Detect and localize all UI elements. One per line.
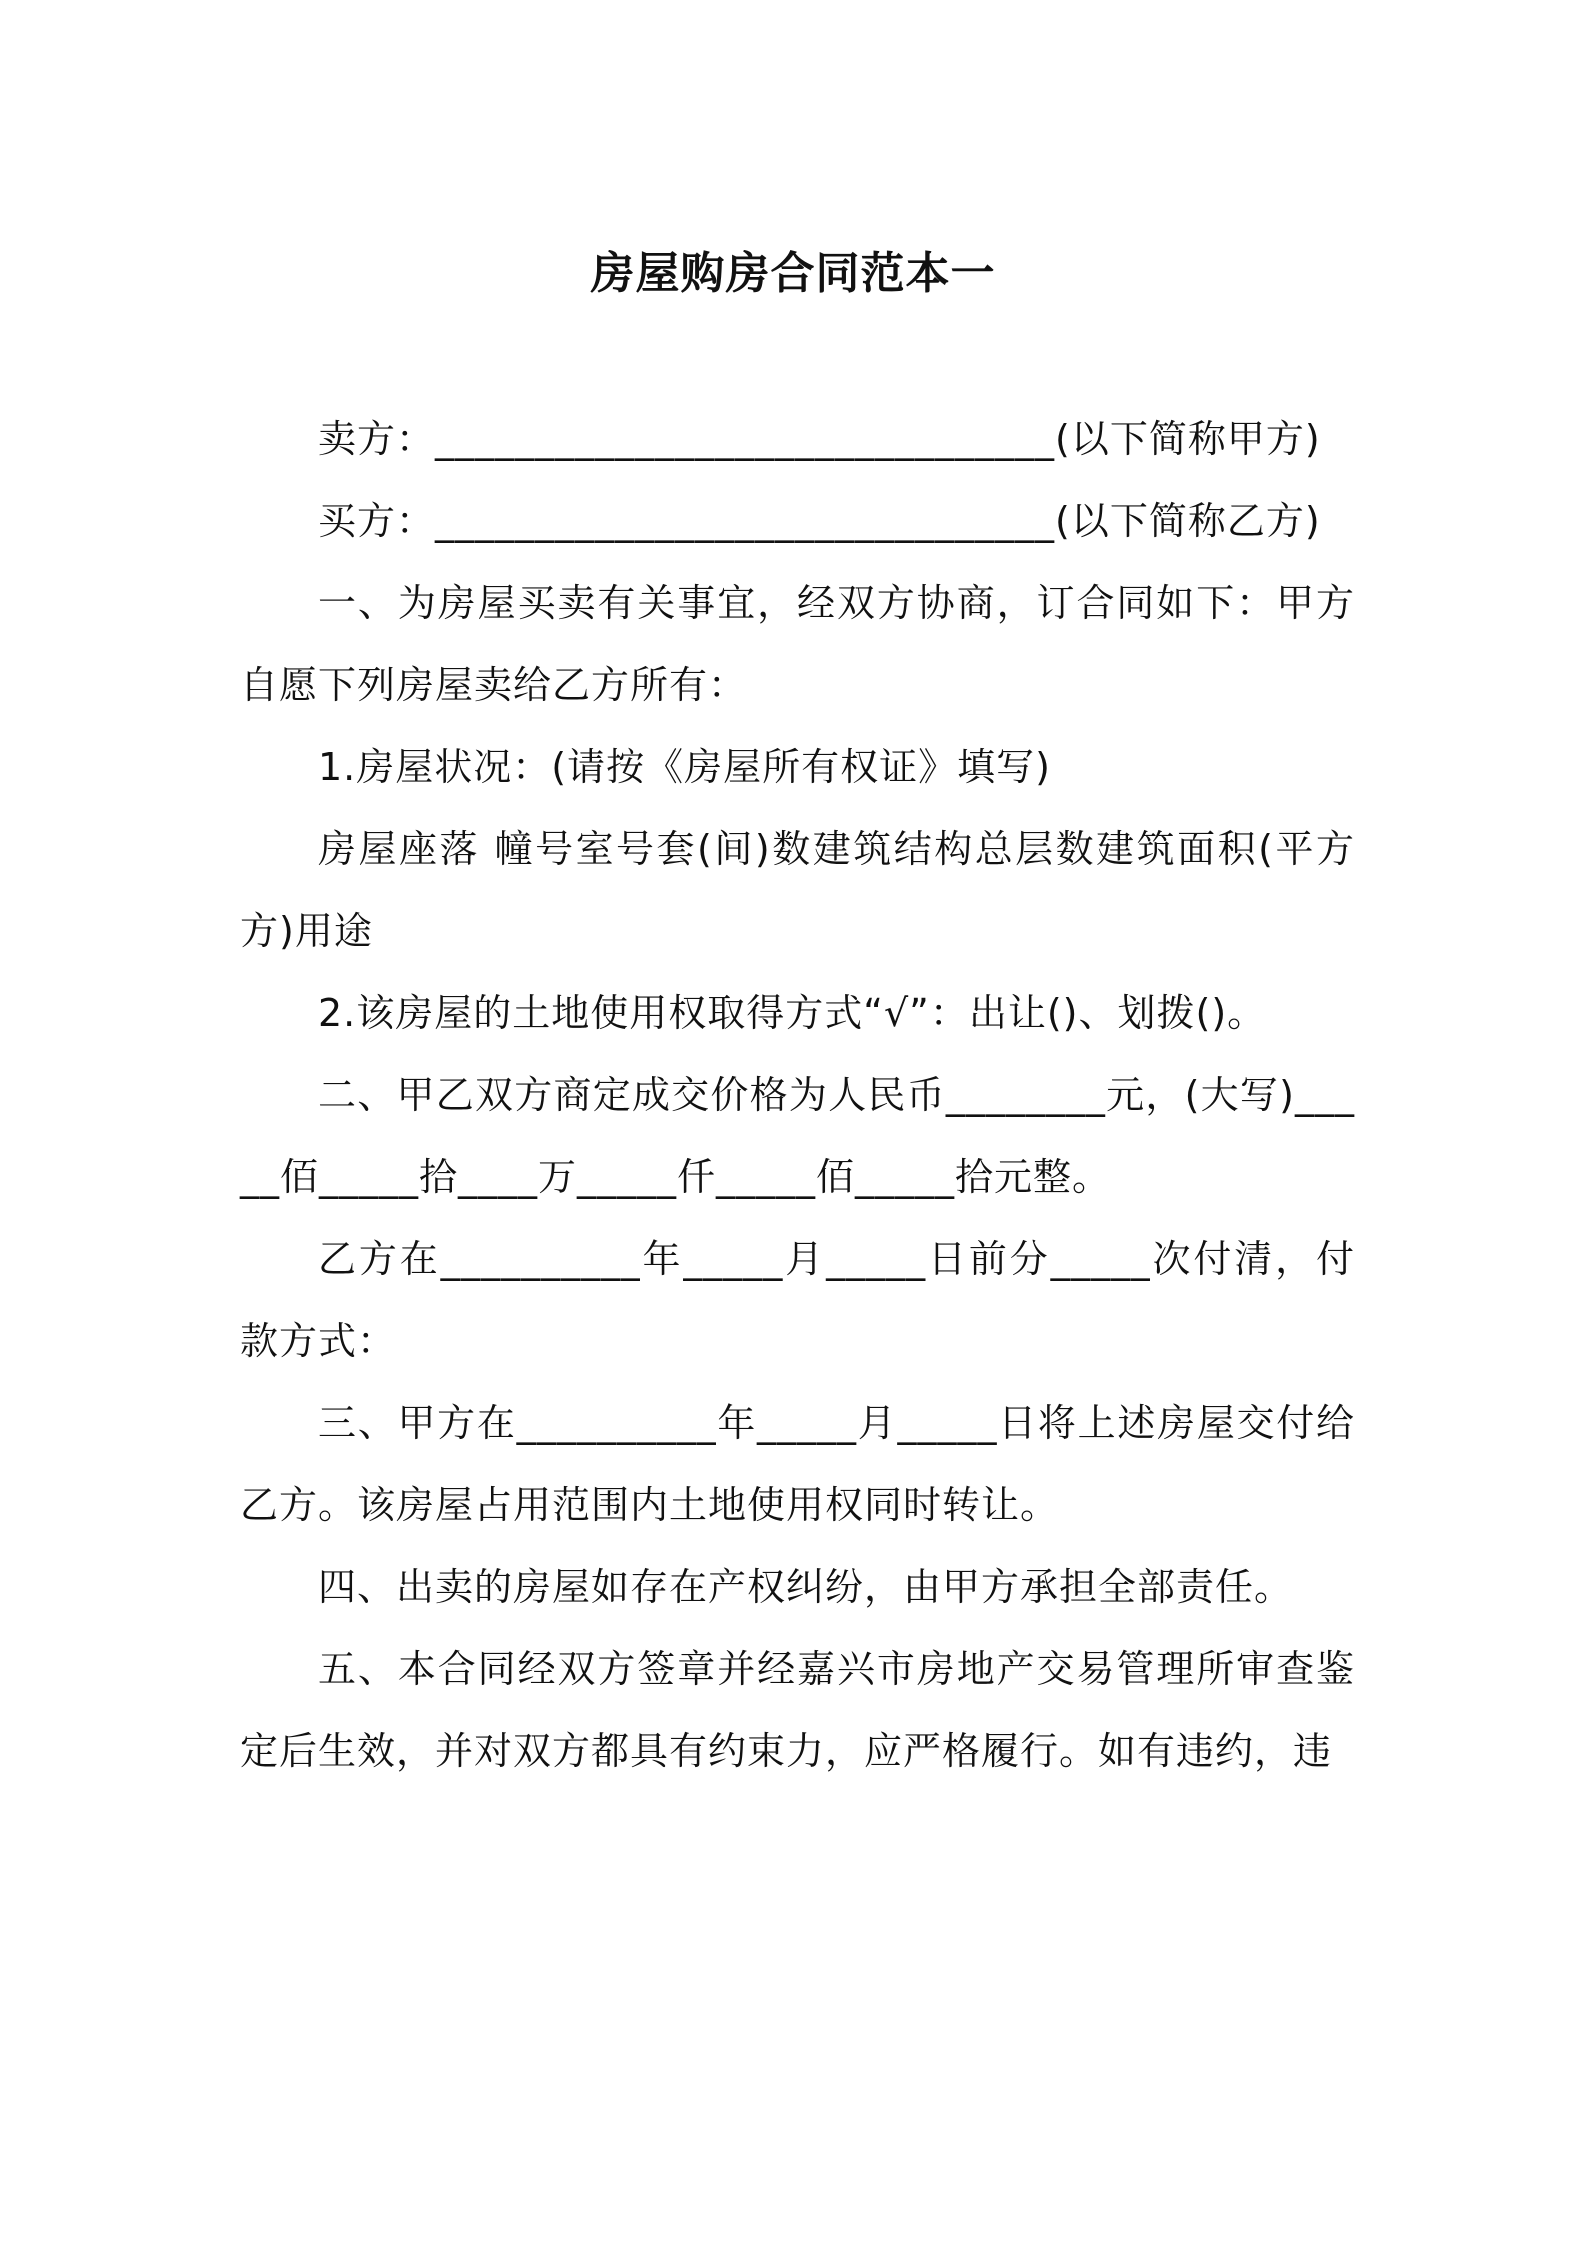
document-body: [240, 398, 1355, 1792]
seller-line: 卖方：_______________________________(以下简称甲方): [318, 417, 1321, 461]
house-status-line: 1.房屋状况：(请按《房屋所有权证》填写): [318, 745, 1051, 789]
document-title: 房屋购房合同范本一: [590, 248, 996, 300]
payment-line: 乙方在__________年_____月_____日前分_____次付清，付款方式：: [240, 1237, 1355, 1363]
clause-two: 二、甲乙双方商定成交价格为人民币________元，(大写)_____佰_____拾____万_____仟_____佰_____拾元整。: [240, 1073, 1355, 1199]
clause-five: 五、本合同经双方签章并经嘉兴市房地产交易管理所审查鉴定后生效，并对双方都具有约束力，应严格履行。如有违约，违: [240, 1647, 1355, 1773]
land-use-line: 2.该房屋的土地使用权取得方式“√”：出让()、划拨()。: [318, 991, 1267, 1035]
clause-three: 三、甲方在__________年_____月_____日将上述房屋交付给乙方。该房屋占用范围内土地使用权同时转让。: [240, 1401, 1355, 1527]
house-details-line: 房屋座落 幢号室号套(间)数建筑结构总层数建筑面积(平方方)用途: [240, 827, 1355, 953]
buyer-line: 买方：_______________________________(以下简称乙方): [318, 499, 1321, 543]
clause-one: 一、为房屋买卖有关事宜，经双方协商，订合同如下：甲方自愿下列房屋卖给乙方所有：: [240, 581, 1355, 707]
clause-four: 四、出卖的房屋如存在产权纠纷，由甲方承担全部责任。: [318, 1565, 1294, 1609]
